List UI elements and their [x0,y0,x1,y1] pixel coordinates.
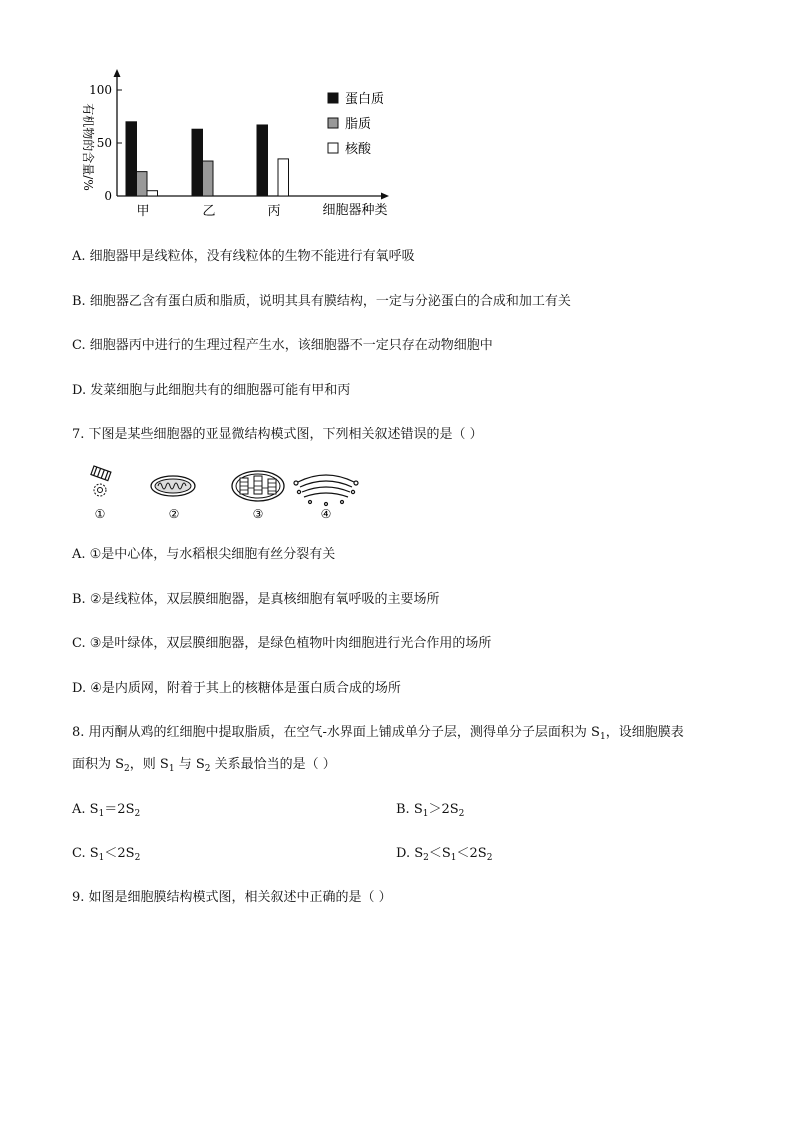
legend-swatch [328,143,338,153]
q8-b-sub1: 1 [422,809,429,819]
legend-swatch [328,118,338,128]
bar-lipid [137,172,148,196]
bar-protein [126,122,137,196]
q8-d-sub3: 2 [486,853,493,863]
q8-stem2-b: ，则 S [129,757,169,772]
x-axis-arrow [381,193,389,200]
q8-stem1-text: 8. 用丙酮从鸡的红细胞中提取脂质，在空气-水界面上铺成单分子层，测得单分子层面积为 S [72,725,600,740]
chloroplast-figure [232,471,284,501]
q8-stem2-c: 与 S [174,757,205,772]
y-tick-label: 50 [96,136,112,150]
q8-stem2-a: 面积为 S [72,757,125,772]
bar-nucleic-acid [278,159,289,196]
q8-a-sub2: 2 [134,809,141,819]
bar-protein [257,125,268,196]
q8-d-2: ＜S [428,846,451,861]
organelle-label-4: ④ [320,507,332,521]
q8-stem2-sub3: 2 [204,764,211,774]
q8-a-1: A. S [72,802,99,817]
legend-label: 蛋白质 [345,92,385,107]
organelle-composition-chart [62,64,422,224]
x-tick-label: 甲 [136,204,150,219]
q7-stem: 7. 下图是某些细胞器的亚显微结构模式图，下列相关叙述错误的是（ ） [72,427,483,442]
mitochondrion-figure [151,476,195,496]
q8-option-b [396,801,464,823]
chart-legend [328,92,384,157]
q8-stem1-end: ，设细胞膜表 [605,725,684,740]
q8-b-1: B. S [396,802,423,817]
q8-stem-line2 [72,756,336,778]
organelle-diagram [86,462,366,522]
y-tick-label: 100 [89,83,112,97]
q8-stem1-sub: 1 [599,732,606,742]
y-tick-label: 0 [104,189,112,203]
q8-a-2: ＝2S [104,802,135,817]
x-tick-label: 丙 [267,204,281,219]
q8-b-2: ＞2S [428,802,459,817]
q8-c-2: ＜2S [104,846,135,861]
q8-option-d [396,845,492,867]
q8-stem2-sub2: 1 [168,764,175,774]
q8-stem2-d: 关系最恰当的是（ ） [210,757,336,772]
y-axis-arrow [114,69,121,77]
q8-stem-line1 [72,724,684,746]
x-axis-label: 细胞器种类 [322,203,388,218]
bar-nucleic-acid [147,191,158,196]
q8-d-3: ＜2S [456,846,487,861]
q6-option-d: D. 发菜细胞与此细胞共有的细胞器可能有甲和丙 [72,383,351,398]
q8-d-sub2: 1 [450,853,457,863]
organelle-label-1: ① [94,507,106,521]
organelle-label-2: ② [168,507,180,521]
y-axis-label: 有机物的含量/% [81,103,95,191]
q6-option-a: A. 细胞器甲是线粒体，没有线粒体的生物不能进行有氧呼吸 [72,249,415,264]
q8-c-sub2: 2 [134,853,141,863]
q8-d-1: D. S [396,846,424,861]
q8-a-sub1: 1 [98,809,105,819]
q8-option-c [72,845,140,867]
centriole-figure [91,466,111,496]
q8-stem2-sub1: 2 [124,764,130,774]
q9-stem: 9. 如图是细胞膜结构模式图，相关叙述中正确的是（ ） [72,890,392,905]
legend-label: 核酸 [345,142,372,157]
legend-swatch [328,93,338,103]
bar-protein [192,129,203,196]
q7-option-b: B. ②是线粒体，双层膜细胞器，是真核细胞有氧呼吸的主要场所 [72,592,440,607]
q8-option-a [72,801,140,823]
golgi-er-figure [294,475,358,506]
chart-bars [126,122,289,196]
q7-option-d: D. ④是内质网，附着于其上的核糖体是蛋白质合成的场所 [72,681,401,696]
bar-lipid [203,161,214,196]
organelle-label-3: ③ [252,507,264,521]
q8-c-sub1: 1 [98,853,105,863]
q8-b-sub2: 2 [458,809,465,819]
q7-option-a: A. ①是中心体，与水稻根尖细胞有丝分裂有关 [72,547,336,562]
q8-d-sub1: 2 [423,853,429,863]
q7-option-c: C. ③是叶绿体，双层膜细胞器，是绿色植物叶肉细胞进行光合作用的场所 [72,636,492,651]
q6-option-c: C. 细胞器丙中进行的生理过程产生水，该细胞器不一定只存在动物细胞中 [72,338,493,353]
q6-option-b: B. 细胞器乙含有蛋白质和脂质，说明其具有膜结构，一定与分泌蛋白的合成和加工有关 [72,294,571,309]
x-tick-label: 乙 [202,204,216,219]
q8-c-1: C. S [72,846,99,861]
legend-label: 脂质 [345,117,372,132]
